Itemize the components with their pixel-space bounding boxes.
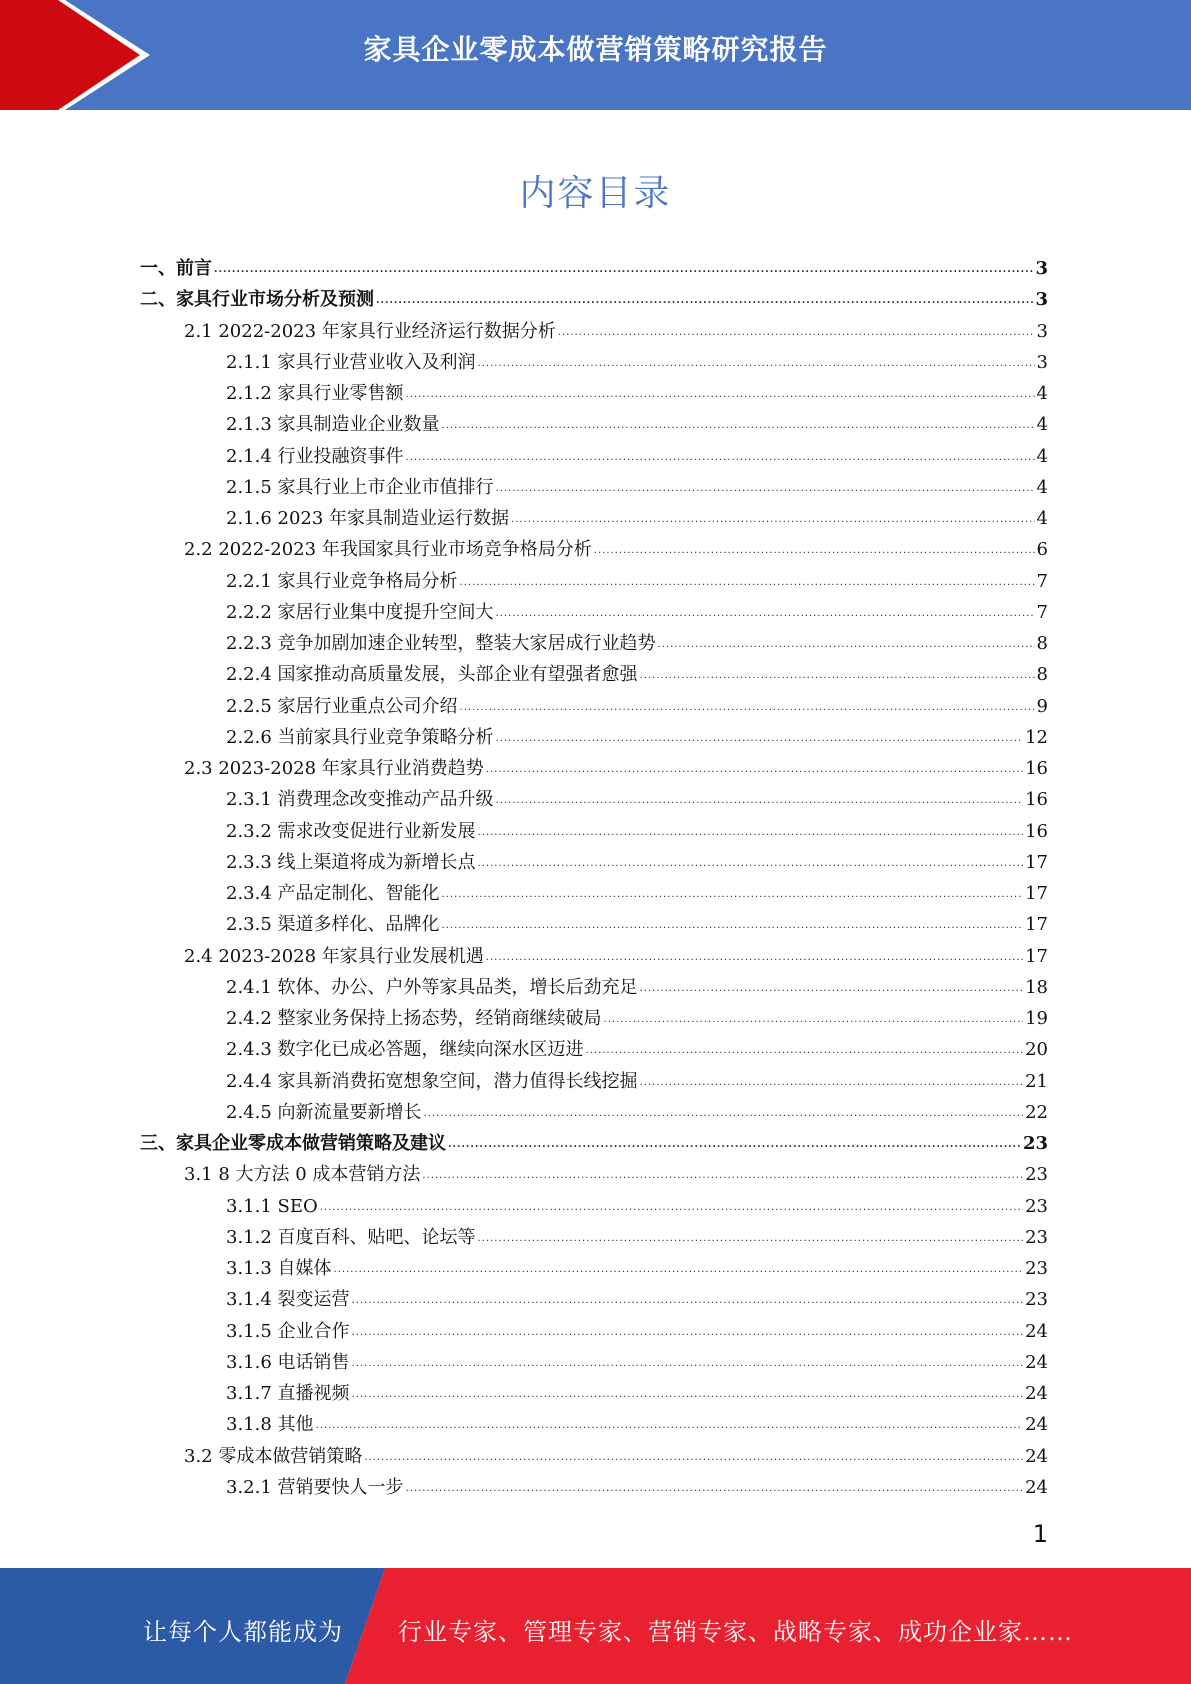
toc-entry-page: 9	[1036, 695, 1048, 717]
toc-dot-leader	[640, 973, 1024, 1004]
toc-entry-label: 2.3.4 产品定制化、智能化	[226, 883, 440, 904]
toc-entry[interactable]	[140, 1159, 1048, 1190]
toc-dot-leader	[352, 1348, 1024, 1379]
toc-entry[interactable]	[140, 1441, 1048, 1472]
toc-entry-label: 2.2.3 竞争加剧加速企业转型，整装大家居成行业趋势	[226, 633, 656, 654]
toc-entry-page: 16	[1025, 789, 1048, 811]
toc-entry-page: 8	[1036, 633, 1048, 654]
toc-entry[interactable]	[140, 1034, 1048, 1065]
toc-dot-leader	[478, 348, 1035, 379]
toc-entry-label: 2.3 2023-2028 年家具行业消费趋势	[184, 758, 484, 779]
toc-entry-page: 3	[1036, 320, 1048, 342]
toc-entry-page: 17	[1025, 914, 1048, 936]
toc-entry-label: 3.2 零成本做营销策略	[184, 1445, 363, 1467]
toc-entry-page: 4	[1036, 383, 1048, 404]
footer-slogan-left: 让每个人都能成为	[143, 1618, 343, 1646]
toc-entry-page: 24	[1025, 1383, 1048, 1404]
toc-dot-leader	[486, 754, 1023, 785]
toc-entry-label: 2.3.3 线上渠道将成为新增长点	[226, 851, 476, 873]
toc-entry[interactable]	[140, 628, 1048, 659]
toc-dot-leader	[352, 1379, 1024, 1410]
toc-entry[interactable]	[140, 878, 1048, 909]
toc-entry-label: 3.1 8 大方法 0 成本营销方法	[184, 1164, 421, 1186]
toc-entry-page: 4	[1036, 445, 1048, 467]
toc-entry-label: 3.1.2 百度百科、贴吧、论坛等	[226, 1226, 476, 1248]
footer-slogan-right: 行业专家、管理专家、营销专家、战略专家、成功企业家……	[398, 1618, 1073, 1646]
toc-entry-page: 19	[1025, 1008, 1048, 1029]
toc-dot-leader	[442, 410, 1035, 441]
toc-entry[interactable]	[140, 1316, 1048, 1347]
toc-entry-page: 24	[1025, 1414, 1048, 1436]
toc-entry-page: 23	[1022, 1133, 1048, 1154]
toc-dot-leader	[478, 848, 1024, 879]
toc-dot-leader	[442, 910, 1024, 941]
toc-entry-label: 三、家具企业零成本做营销策略及建议	[140, 1133, 446, 1154]
toc-dot-leader	[604, 1004, 1024, 1035]
toc-entry-page: 23	[1025, 1289, 1048, 1311]
toc-dot-leader	[478, 1223, 1024, 1254]
toc-entry[interactable]	[140, 909, 1048, 940]
toc-entry[interactable]	[140, 284, 1048, 315]
toc-dot-leader	[320, 1192, 1023, 1223]
toc-entry-label: 2.1.3 家具制造业企业数量	[226, 414, 440, 436]
toc-entry-page: 18	[1025, 976, 1048, 998]
toc-dot-leader	[316, 1410, 1024, 1441]
toc-entry-label: 2.3.5 渠道多样化、品牌化	[226, 914, 440, 936]
toc-entry-page: 8	[1036, 664, 1048, 686]
toc-entry-page: 17	[1025, 851, 1048, 873]
toc-dot-leader	[496, 598, 1035, 629]
toc-entry-page: 22	[1025, 1101, 1048, 1123]
toc-entry-page: 7	[1036, 601, 1048, 623]
toc-entry-page: 17	[1025, 883, 1048, 904]
toc-entry[interactable]	[140, 1253, 1048, 1284]
toc-entry-page: 24	[1025, 1320, 1048, 1342]
toc-entry[interactable]	[140, 503, 1048, 534]
toc-dot-leader	[422, 1160, 1023, 1191]
toc-entry-label: 2.4.2 整家业务保持上扬态势，经销商继续破局	[226, 1008, 602, 1029]
toc-dot-leader	[406, 442, 1035, 473]
toc-entry-page: 12	[1025, 726, 1048, 748]
toc-entry[interactable]	[140, 816, 1048, 847]
toc-entry-page: 7	[1036, 570, 1048, 592]
header-title: 家具企业零成本做营销策略研究报告	[363, 33, 828, 66]
toc-entry[interactable]	[140, 1191, 1048, 1222]
toc-entry-label: 2.4.5 向新流量要新增长	[226, 1101, 422, 1123]
toc-entry-page: 23	[1025, 1226, 1048, 1248]
toc-entry[interactable]	[140, 722, 1048, 753]
toc-entry[interactable]	[140, 566, 1048, 597]
toc-entry-page: 23	[1025, 1164, 1048, 1186]
toc-entry-label: 2.1.2 家具行业零售额	[226, 383, 404, 404]
toc-entry-label: 3.1.3 自媒体	[226, 1258, 332, 1279]
toc-entry[interactable]	[140, 659, 1048, 690]
toc-dot-leader	[658, 629, 1035, 660]
toc-entry[interactable]	[140, 753, 1048, 784]
toc-entry[interactable]	[140, 1347, 1048, 1378]
toc-dot-leader	[364, 1442, 1023, 1473]
toc-entry-label: 一、前言	[140, 258, 212, 279]
toc-entry-page: 21	[1025, 1070, 1048, 1092]
toc-entry-label: 2.4 2023-2028 年家具行业发展机遇	[184, 945, 484, 967]
toc-entry-label: 3.1.1 SEO	[226, 1195, 318, 1217]
toc-entry[interactable]	[140, 1066, 1048, 1097]
toc-entry[interactable]	[140, 534, 1048, 565]
toc-entry-label: 3.1.6 电话销售	[226, 1351, 350, 1373]
toc-dot-leader	[214, 254, 1033, 285]
toc-entry-label: 2.4.3 数字化已成必答题，继续向深水区迈进	[226, 1039, 584, 1061]
toc-entry-label: 2.2 2022-2023 年我国家具行业市场竞争格局分析	[184, 539, 592, 561]
toc-entry-page: 4	[1036, 508, 1048, 529]
toc-dot-leader	[352, 1317, 1024, 1348]
toc-entry-page: 23	[1025, 1258, 1048, 1279]
toc-dot-leader	[460, 692, 1035, 723]
toc-dot-leader	[558, 317, 1035, 348]
toc-dot-leader	[496, 473, 1035, 504]
toc-dot-leader	[486, 942, 1023, 973]
toc-dot-leader	[376, 285, 1033, 316]
toc-dot-leader	[640, 1067, 1024, 1098]
toc-dot-leader	[334, 1254, 1024, 1285]
toc-entry[interactable]	[140, 1284, 1048, 1315]
toc-entry-page: 24	[1025, 1476, 1048, 1498]
toc-heading: 内容目录	[519, 173, 672, 214]
toc-dot-leader	[586, 1035, 1024, 1066]
toc-entry[interactable]	[140, 597, 1048, 628]
toc-dot-leader	[406, 379, 1035, 410]
toc-entry-label: 2.1.5 家具行业上市企业市值排行	[226, 476, 494, 498]
toc-entry[interactable]	[140, 1378, 1048, 1409]
toc-entry-page: 4	[1036, 476, 1048, 498]
toc-entry[interactable]	[140, 316, 1048, 347]
toc-entry[interactable]	[140, 347, 1048, 378]
toc-entry-page: 24	[1025, 1351, 1048, 1373]
toc-entry-label: 2.2.2 家居行业集中度提升空间大	[226, 601, 494, 623]
toc-entry[interactable]	[140, 1222, 1048, 1253]
toc-entry-label: 2.2.4 国家推动高质量发展，头部企业有望强者愈强	[226, 664, 638, 686]
toc-entry-label: 3.1.5 企业合作	[226, 1320, 350, 1342]
toc-entry-page: 3	[1035, 289, 1048, 311]
toc-dot-leader	[406, 1473, 1024, 1504]
toc-entry-page: 17	[1025, 945, 1048, 967]
table-of-contents	[140, 253, 1048, 1503]
toc-entry-page: 16	[1025, 820, 1048, 842]
toc-entry-page: 23	[1025, 1195, 1048, 1217]
toc-entry-label: 3.1.4 裂变运营	[226, 1289, 350, 1311]
toc-entry[interactable]	[140, 1128, 1048, 1159]
toc-entry-label: 2.4.4 家具新消费拓宽想象空间，潜力值得长线挖掘	[226, 1070, 638, 1092]
toc-entry-label: 2.2.1 家具行业竞争格局分析	[226, 570, 458, 592]
toc-entry[interactable]	[140, 941, 1048, 972]
toc-entry-label: 2.2.5 家居行业重点公司介绍	[226, 695, 458, 717]
toc-dot-leader	[594, 535, 1035, 566]
toc-dot-leader	[640, 660, 1035, 691]
toc-entry[interactable]	[140, 253, 1048, 284]
toc-entry[interactable]	[140, 847, 1048, 878]
toc-entry[interactable]	[140, 784, 1048, 815]
toc-entry[interactable]	[140, 972, 1048, 1003]
toc-entry[interactable]	[140, 378, 1048, 409]
toc-dot-leader	[496, 723, 1024, 754]
toc-dot-leader	[511, 504, 1034, 535]
toc-entry-label: 2.1.1 家具行业营业收入及利润	[226, 351, 476, 373]
toc-entry[interactable]	[140, 1472, 1048, 1503]
toc-entry-label: 2.2.6 当前家具行业竞争策略分析	[226, 726, 494, 748]
toc-entry-label: 2.3.1 消费理念改变推动产品升级	[226, 789, 494, 811]
toc-entry-label: 3.2.1 营销要快人一步	[226, 1476, 404, 1498]
toc-entry-label: 3.1.8 其他	[226, 1414, 314, 1436]
toc-entry[interactable]	[140, 441, 1048, 472]
toc-dot-leader	[442, 879, 1024, 910]
toc-entry[interactable]	[140, 1003, 1048, 1034]
toc-entry-page: 20	[1025, 1039, 1048, 1061]
toc-entry-page: 24	[1025, 1445, 1048, 1467]
toc-entry[interactable]	[140, 1097, 1048, 1128]
toc-entry-label: 二、家具行业市场分析及预测	[140, 289, 374, 311]
toc-entry-page: 3	[1036, 351, 1048, 373]
toc-entry[interactable]	[140, 472, 1048, 503]
toc-entry-page: 4	[1036, 414, 1048, 436]
toc-dot-leader	[448, 1129, 1021, 1160]
toc-entry-label: 2.1.4 行业投融资事件	[226, 445, 404, 467]
toc-dot-leader	[496, 785, 1024, 816]
toc-entry-label: 3.1.7 直播视频	[226, 1383, 350, 1404]
toc-entry-label: 2.3.2 需求改变促进行业新发展	[226, 820, 476, 842]
toc-entry-label: 2.4.1 软体、办公、户外等家具品类，增长后劲充足	[226, 976, 638, 998]
toc-entry-label: 2.1 2022-2023 年家具行业经济运行数据分析	[184, 320, 556, 342]
page-number: 1	[1032, 1520, 1048, 1548]
toc-entry[interactable]	[140, 1409, 1048, 1440]
toc-entry-page: 3	[1035, 258, 1048, 279]
toc-entry[interactable]	[140, 409, 1048, 440]
toc-dot-leader	[460, 567, 1035, 598]
toc-entry[interactable]	[140, 691, 1048, 722]
toc-entry-page: 16	[1025, 758, 1048, 779]
toc-dot-leader	[424, 1098, 1024, 1129]
page-footer	[0, 1568, 1191, 1684]
page-header	[0, 0, 1191, 110]
toc-entry-page: 6	[1036, 539, 1048, 561]
toc-dot-leader	[478, 817, 1024, 848]
toc-entry-label: 2.1.6 2023 年家具制造业运行数据	[226, 508, 510, 529]
toc-dot-leader	[352, 1285, 1024, 1316]
